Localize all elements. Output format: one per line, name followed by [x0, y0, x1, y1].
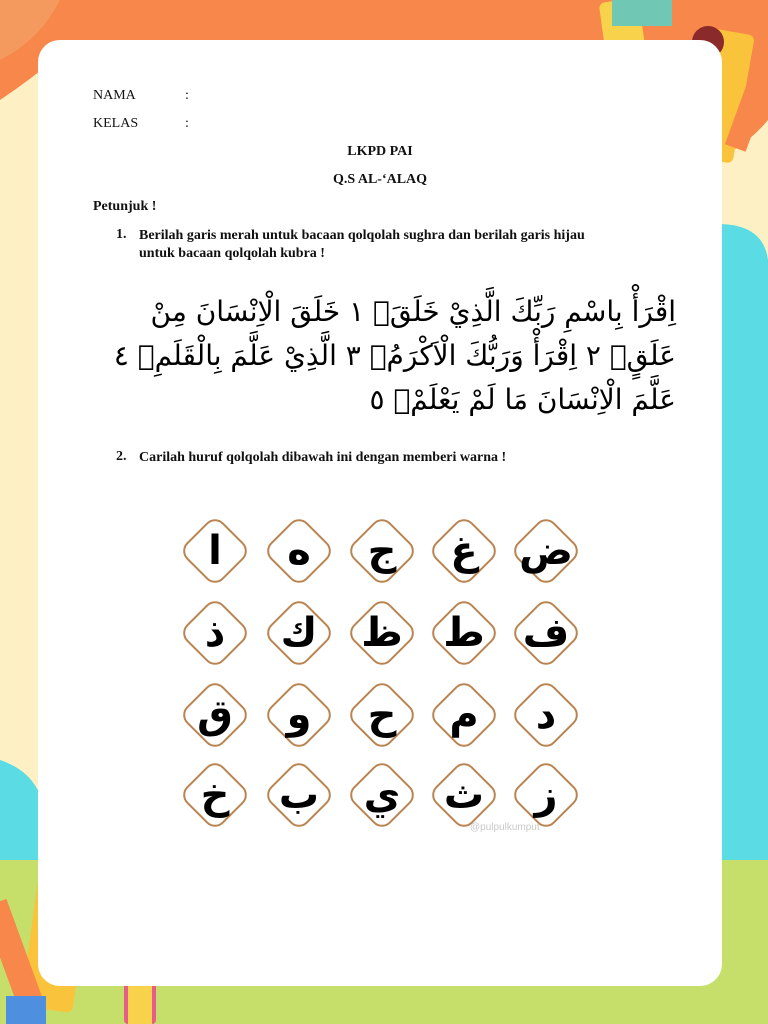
letter-glyph: ث	[443, 772, 485, 818]
question-1-line-1: Berilah garis merah untuk bacaan qolqolah sughra dan berilah garis hijau	[139, 228, 585, 243]
letter-tile[interactable]	[507, 594, 585, 672]
watermark-text: @pulpulkumput	[470, 822, 540, 833]
quran-verses	[92, 290, 676, 422]
letter-tile[interactable]	[507, 512, 585, 590]
letter-tile[interactable]	[343, 756, 421, 834]
letter-glyph: ا	[208, 528, 222, 574]
letter-tile[interactable]	[176, 676, 254, 754]
letter-tile[interactable]	[425, 676, 503, 754]
letter-tile[interactable]	[260, 676, 338, 754]
letter-glyph: ض	[519, 528, 573, 574]
letter-tile[interactable]	[425, 594, 503, 672]
letter-tile[interactable]	[260, 512, 338, 590]
kelas-colon: :	[185, 116, 189, 131]
letter-tile[interactable]	[260, 594, 338, 672]
question-2-text: Carilah huruf qolqolah dibawah ini dengan memberi warna !	[139, 450, 507, 465]
kelas-label: KELAS	[93, 116, 139, 131]
letter-tile[interactable]	[507, 676, 585, 754]
question-1-text	[139, 227, 679, 263]
letter-tile[interactable]	[260, 756, 338, 834]
letter-tile[interactable]	[176, 594, 254, 672]
letter-glyph: ق	[197, 692, 233, 738]
letter-glyph: ز	[534, 772, 558, 818]
question-1-number: 1.	[116, 227, 127, 242]
letter-tile[interactable]	[425, 512, 503, 590]
letter-glyph: ب	[278, 772, 320, 818]
letter-glyph: خ	[200, 772, 230, 818]
letter-glyph: د	[535, 692, 557, 738]
letter-tile[interactable]	[343, 676, 421, 754]
letter-glyph: ظ	[361, 610, 403, 656]
letter-tile[interactable]	[176, 756, 254, 834]
letter-glyph: ط	[443, 610, 485, 656]
letter-tile[interactable]	[343, 512, 421, 590]
letter-grid	[172, 512, 592, 834]
letter-glyph: ج	[367, 528, 397, 574]
nama-label: NAMA	[93, 88, 136, 103]
question-2-number: 2.	[116, 449, 127, 464]
question-1-line-2: untuk bacaan qolqolah kubra !	[139, 246, 325, 261]
letter-glyph: م	[449, 692, 479, 738]
letter-glyph: و	[286, 692, 312, 738]
verse-line-1: اِقْرَأْ بِاسْمِ رَبِّكَ الَّذِيْ خَلَقَۚ ١ خَلَقَ الْاِنْسَانَ مِنْ	[150, 295, 676, 328]
letter-glyph: ي	[363, 772, 401, 818]
letter-tile[interactable]	[176, 512, 254, 590]
letter-tile[interactable]	[343, 594, 421, 672]
page-subtitle: Q.S AL-‘ALAQ	[332, 172, 428, 187]
letter-glyph: غ	[450, 528, 478, 574]
letter-glyph: ح	[367, 692, 397, 738]
nama-colon: :	[185, 88, 189, 103]
letter-glyph: ه	[287, 528, 311, 574]
letter-glyph: ذ	[204, 610, 226, 656]
letter-glyph: ف	[522, 610, 570, 656]
verse-line-3: عَلَّمَ الْاِنْسَانَ مَا لَمْ يَعْلَمْۗ ٥	[369, 383, 676, 416]
letter-glyph: ك	[280, 610, 318, 656]
instruction-heading: Petunjuk !	[93, 199, 157, 214]
verse-line-2: عَلَقٍۚ ٢ اِقْرَأْ وَرَبُّكَ الْاَكْرَمُۙ ٣ الَّذِيْ عَلَّمَ بِالْقَلَمِۙ ٤	[113, 339, 676, 372]
page-title: LKPD PAI	[347, 144, 413, 159]
